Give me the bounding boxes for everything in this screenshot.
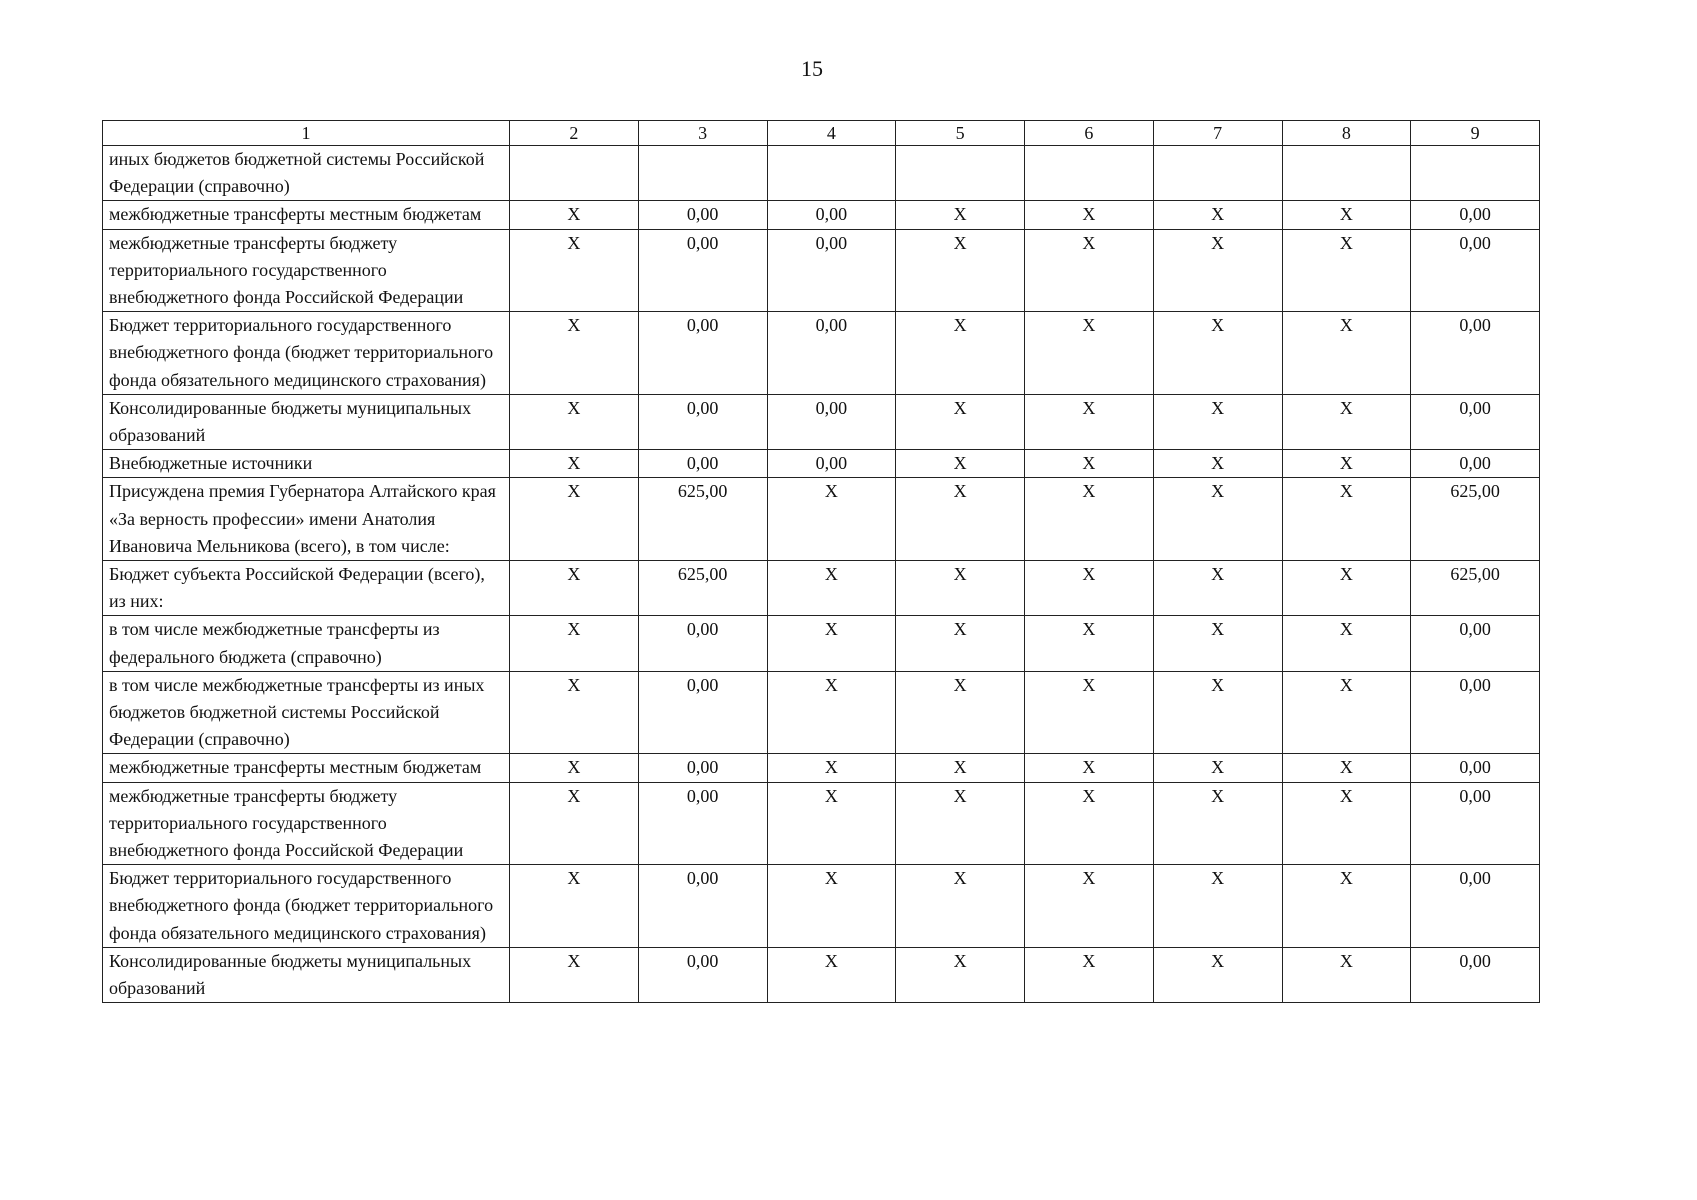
table-cell: X [1282, 312, 1411, 395]
table-cell: X [1153, 394, 1282, 449]
table-cell: 0,00 [638, 947, 767, 1002]
table-cell [1153, 146, 1282, 201]
table-cell: X [896, 229, 1025, 312]
table-cell: X [1153, 561, 1282, 616]
table-cell [896, 146, 1025, 201]
table-cell: X [896, 616, 1025, 671]
table-cell: 0,00 [638, 394, 767, 449]
table-cell: 0,00 [1411, 671, 1540, 754]
row-label: межбюджетные трансферты местным бюджетам [103, 201, 510, 229]
table-row [103, 312, 1540, 395]
column-header-2: 2 [510, 121, 639, 146]
column-header-6: 6 [1025, 121, 1154, 146]
table-cell: X [896, 782, 1025, 865]
table-cell: X [1153, 947, 1282, 1002]
table-cell: 625,00 [1411, 478, 1540, 561]
table-cell: X [1025, 754, 1154, 782]
row-label: Бюджет территориального государственного внебюджетного фонда (бюджет территориального фонда обязательного медицинского страхования) [103, 312, 510, 395]
table-cell: X [510, 782, 639, 865]
table-cell: 0,00 [767, 201, 896, 229]
row-label: межбюджетные трансферты бюджету территориального государственного внебюджетного фонда Российской Федерации [103, 229, 510, 312]
table-cell: 0,00 [638, 450, 767, 478]
table-row [103, 561, 1540, 616]
row-label: в том числе межбюджетные трансферты из федерального бюджета (справочно) [103, 616, 510, 671]
table-cell: X [1025, 947, 1154, 1002]
table-cell: X [1282, 671, 1411, 754]
column-header-7: 7 [1153, 121, 1282, 146]
table-cell: X [1282, 561, 1411, 616]
table-cell [510, 146, 639, 201]
column-header-9: 9 [1411, 121, 1540, 146]
table-cell: 625,00 [638, 478, 767, 561]
page-number: 15 [801, 56, 823, 81]
table-cell: X [510, 865, 639, 948]
table-cell: X [1025, 561, 1154, 616]
table-cell: X [1025, 478, 1154, 561]
table-row [103, 782, 1540, 865]
table-cell: X [896, 478, 1025, 561]
table-cell: X [510, 312, 639, 395]
table-cell [1411, 146, 1540, 201]
table-cell: X [896, 312, 1025, 395]
table-row [103, 201, 1540, 229]
table-cell: X [1282, 782, 1411, 865]
column-header-5: 5 [896, 121, 1025, 146]
table-cell: X [896, 671, 1025, 754]
table-cell: 0,00 [638, 782, 767, 865]
table-cell: X [510, 478, 639, 561]
column-header-1: 1 [103, 121, 510, 146]
table-cell: X [896, 201, 1025, 229]
table-cell: X [1153, 782, 1282, 865]
table-row [103, 671, 1540, 754]
table-cell: X [767, 616, 896, 671]
table-cell: X [896, 865, 1025, 948]
row-label: Консолидированные бюджеты муниципальных образований [103, 947, 510, 1002]
table-row [103, 146, 1540, 201]
table-cell: X [1282, 450, 1411, 478]
table-cell: X [510, 201, 639, 229]
row-label: межбюджетные трансферты местным бюджетам [103, 754, 510, 782]
table-cell: 625,00 [1411, 561, 1540, 616]
table-cell: X [1025, 201, 1154, 229]
table-cell: 0,00 [1411, 947, 1540, 1002]
table-row [103, 865, 1540, 948]
table-cell: X [510, 947, 639, 1002]
table-cell: X [1153, 865, 1282, 948]
table-cell: X [1153, 754, 1282, 782]
table-cell: 0,00 [1411, 450, 1540, 478]
row-label: в том числе межбюджетные трансферты из иных бюджетов бюджетной системы Российской Федерации (справочно) [103, 671, 510, 754]
table-cell: X [896, 561, 1025, 616]
row-label: Присуждена премия Губернатора Алтайского края «За верность профессии» имени Анатолия Ивановича Мельникова (всего), в том числе: [103, 478, 510, 561]
table-cell: X [896, 450, 1025, 478]
table-cell: 0,00 [767, 312, 896, 395]
table-cell: X [1282, 616, 1411, 671]
table-cell: 0,00 [767, 229, 896, 312]
table-cell: 625,00 [638, 561, 767, 616]
table-row [103, 394, 1540, 449]
table-cell: X [1282, 754, 1411, 782]
table-row [103, 947, 1540, 1002]
table-row [103, 478, 1540, 561]
budget-table [102, 120, 1540, 1003]
table-cell [1282, 146, 1411, 201]
table-cell: X [1025, 312, 1154, 395]
table-cell: X [1282, 201, 1411, 229]
table-cell: 0,00 [1411, 201, 1540, 229]
table-cell [767, 146, 896, 201]
table-cell: X [1153, 616, 1282, 671]
table-cell: X [767, 671, 896, 754]
table-cell [638, 146, 767, 201]
table-cell: X [510, 229, 639, 312]
table-cell: X [1025, 782, 1154, 865]
table-cell: X [1025, 450, 1154, 478]
row-label: иных бюджетов бюджетной системы Российской Федерации (справочно) [103, 146, 510, 201]
table-cell: X [1282, 394, 1411, 449]
table-cell: X [1153, 201, 1282, 229]
table-cell: X [510, 561, 639, 616]
column-header-8: 8 [1282, 121, 1411, 146]
table-cell: 0,00 [1411, 782, 1540, 865]
table-cell: 0,00 [1411, 312, 1540, 395]
table-cell: 0,00 [638, 616, 767, 671]
table-cell [1025, 146, 1154, 201]
table-cell: 0,00 [638, 865, 767, 948]
row-label: Внебюджетные источники [103, 450, 510, 478]
table-cell: X [896, 754, 1025, 782]
table-cell: X [767, 478, 896, 561]
table-cell: 0,00 [1411, 394, 1540, 449]
table-cell: 0,00 [1411, 865, 1540, 948]
table-cell: X [1025, 394, 1154, 449]
table-cell: 0,00 [638, 312, 767, 395]
column-header-4: 4 [767, 121, 896, 146]
column-header-3: 3 [638, 121, 767, 146]
table-row [103, 616, 1540, 671]
table-cell: X [767, 865, 896, 948]
table-cell: X [1153, 312, 1282, 395]
table-cell: 0,00 [767, 394, 896, 449]
table-body [103, 146, 1540, 1003]
table-cell: 0,00 [1411, 229, 1540, 312]
table-cell: 0,00 [638, 229, 767, 312]
table-cell: X [510, 671, 639, 754]
table-cell: X [510, 616, 639, 671]
table-row [103, 450, 1540, 478]
table-header [103, 121, 1540, 146]
table-cell: X [1282, 865, 1411, 948]
table-cell: X [1153, 478, 1282, 561]
table-row [103, 229, 1540, 312]
table-cell: 0,00 [638, 754, 767, 782]
row-label: Консолидированные бюджеты муниципальных образований [103, 394, 510, 449]
table-cell: 0,00 [638, 201, 767, 229]
table-cell: X [767, 561, 896, 616]
table-cell: X [510, 394, 639, 449]
row-label: Бюджет территориального государственного внебюджетного фонда (бюджет территориального фонда обязательного медицинского страхования) [103, 865, 510, 948]
table-cell: X [1025, 229, 1154, 312]
table-cell: X [510, 450, 639, 478]
table-cell: X [896, 394, 1025, 449]
table-cell: X [1282, 229, 1411, 312]
table-row [103, 754, 1540, 782]
table-cell: X [1153, 450, 1282, 478]
table-cell: X [1282, 947, 1411, 1002]
table-cell: X [767, 782, 896, 865]
table-cell: X [767, 754, 896, 782]
table-cell: X [767, 947, 896, 1002]
table-cell: X [896, 947, 1025, 1002]
table-cell: X [1025, 865, 1154, 948]
row-label: Бюджет субъекта Российской Федерации (всего), из них: [103, 561, 510, 616]
table-cell: 0,00 [1411, 616, 1540, 671]
table-cell: X [1153, 229, 1282, 312]
row-label: межбюджетные трансферты бюджету территориального государственного внебюджетного фонда Российской Федерации [103, 782, 510, 865]
table-cell: X [1025, 671, 1154, 754]
table-cell: X [1025, 616, 1154, 671]
header-row [103, 121, 1540, 146]
table-cell: 0,00 [767, 450, 896, 478]
table-cell: 0,00 [638, 671, 767, 754]
table-cell: X [510, 754, 639, 782]
table-cell: 0,00 [1411, 754, 1540, 782]
table-cell: X [1153, 671, 1282, 754]
table-cell: X [1282, 478, 1411, 561]
